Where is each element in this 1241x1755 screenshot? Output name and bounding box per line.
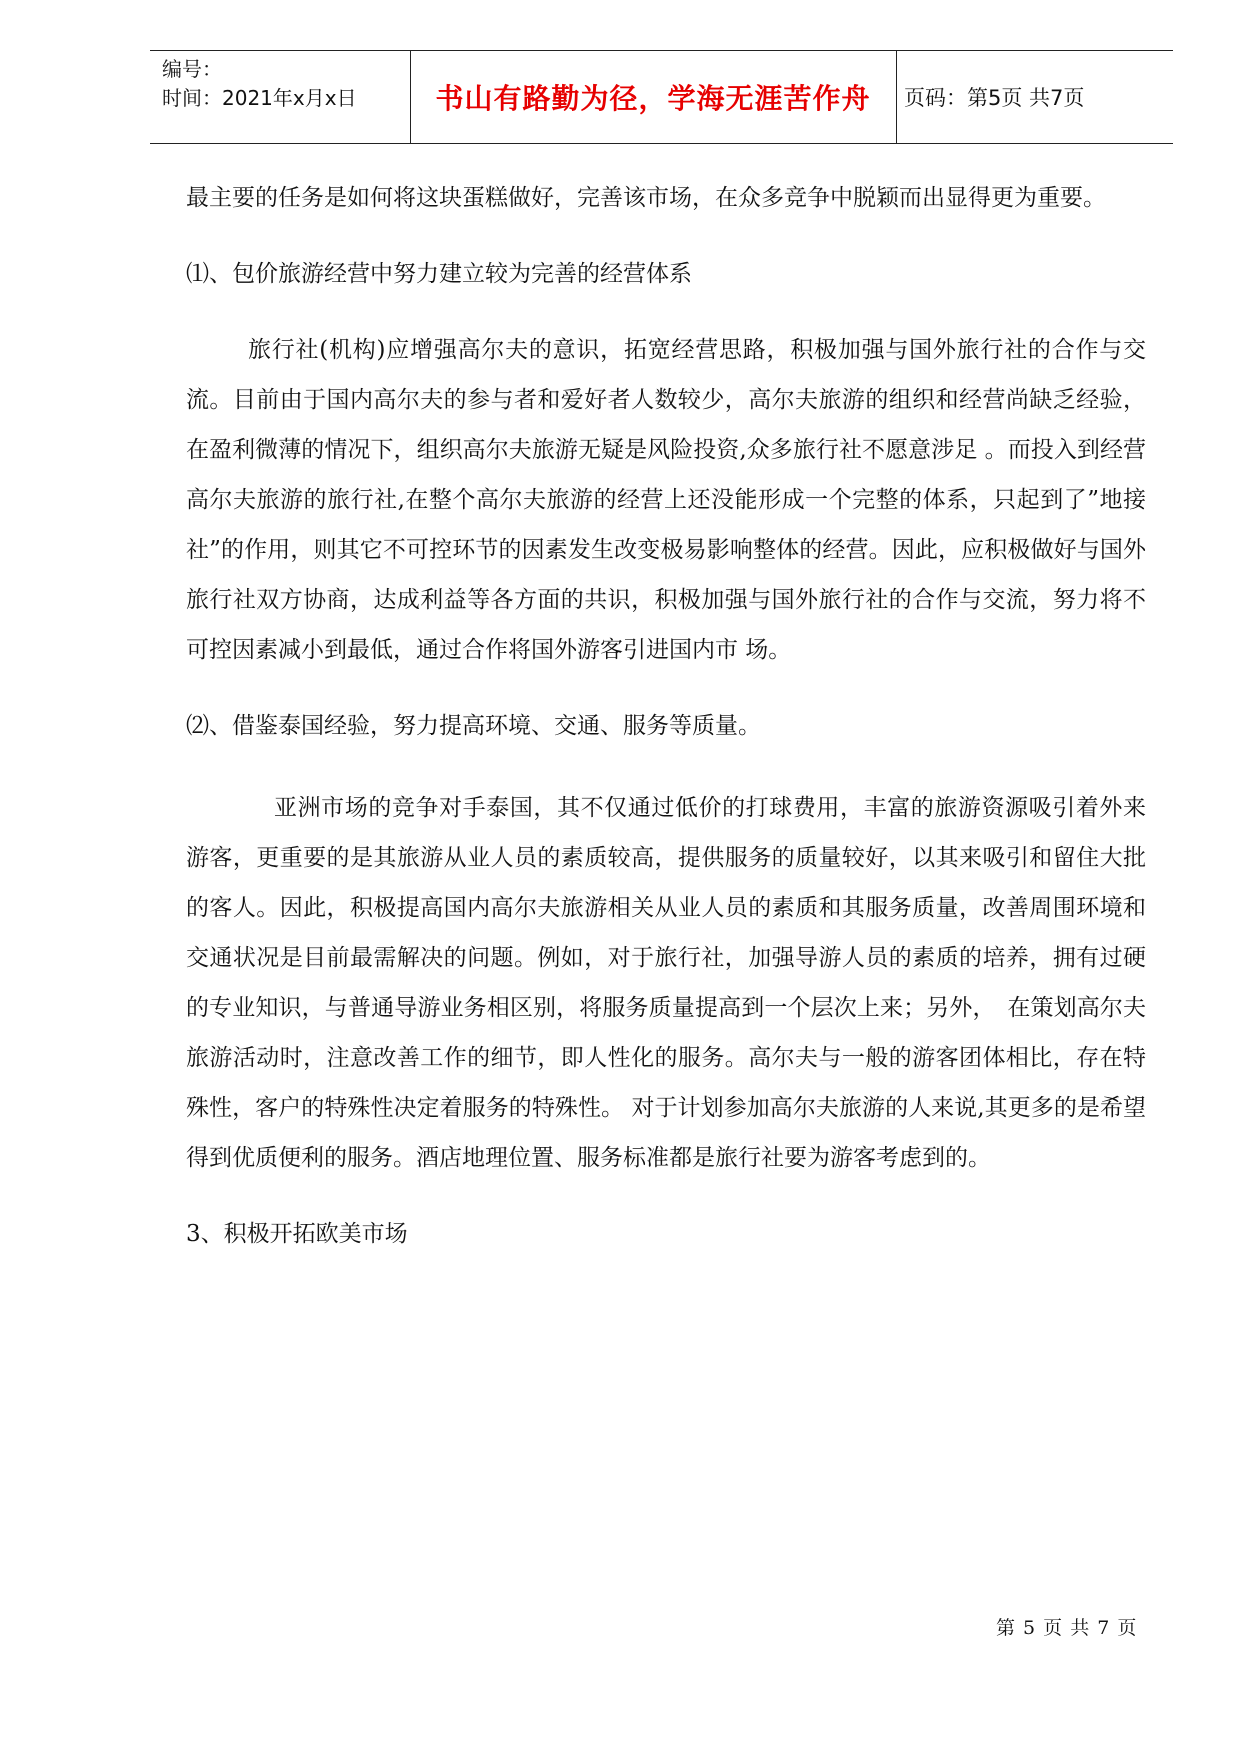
paragraph-section-1: 旅行社(机构)应增强高尔夫的意识，拓宽经营思路，积极加强与国外旅行社的合作与交流。目前由于国内高尔夫的参与者和爱好者人数较少，高尔夫旅游的组织和经营尚缺乏经验，在盈利微薄的情况下，组织高尔夫旅游无疑是风险投资,众多旅行社不愿意涉足 。而投入到经营高尔夫旅游的旅行社,在整个高尔夫旅游的经营上还没能形成一个完整的体系，只起到了”地接社”的作用，则其它不可控环节的因素发生改变极易影响整体的经营。因此，应积极做好与国外旅行社双方协商，达成利益等各方面的共识，积极加强与国外旅行社的合作与交流，努力将不可控因素减小到最低，通过合作将国外游客引进国内市 场。 bbox=[186, 337, 1146, 663]
paragraph-section-2: 亚洲市场的竞争对手泰国，其不仅通过低价的打球费用，丰富的旅游资源吸引着外来游客，更重要的是其旅游从业人员的素质较高，提供服务的质量较好，以其来吸引和留住大批的客人。因此，积极提高国内高尔夫旅游相关从业人员的素质和其服务质量，改善周围环境和交通状况是目前最需解决的问题。例如，对于旅行社，加强导游人员的素质的培养，拥有过硬的专业知识，与普通导游业务相区别，将服务质量提高到一个层次上来；另外， 在策划高尔夫旅游活动时，注意改善工作的细节，即人性化的服务。高尔夫与一般的游客团体相比，存在特殊性，客户的特殊性决定着服务的特殊性。 对于计划参加高尔夫旅游的人来说,其更多的是希望得到优质便利的服务。酒店地理位置、服务标准都是旅行社要为游客考虑到的。 bbox=[186, 795, 1146, 1171]
header-time-label: 时间：2021年x月x日 bbox=[162, 86, 357, 110]
section-heading-2: ⑵、借鉴泰国经验，努力提高环境、交通、服务等质量。 bbox=[186, 713, 761, 739]
header-page-code: 页码：第5页 共7页 bbox=[904, 86, 1085, 110]
header-divider-right bbox=[896, 51, 897, 143]
section-heading-3: 3、积极开拓欧美市场 bbox=[186, 1221, 408, 1247]
header-motto: 书山有路勤为径，学海无涯苦作舟 bbox=[435, 82, 871, 115]
header-divider-left bbox=[410, 51, 411, 143]
section-heading-1: ⑴、包价旅游经营中努力建立较为完善的经营体系 bbox=[186, 261, 692, 287]
page-footer: 第 5 页 共 7 页 bbox=[996, 1617, 1138, 1639]
page-header bbox=[150, 50, 1173, 144]
header-number-label: 编号： bbox=[162, 57, 222, 81]
paragraph-intro: 最主要的任务是如何将这块蛋糕做好，完善该市场，在众多竞争中脱颖而出显得更为重要。 bbox=[186, 185, 1106, 211]
document-body bbox=[186, 173, 1146, 1259]
